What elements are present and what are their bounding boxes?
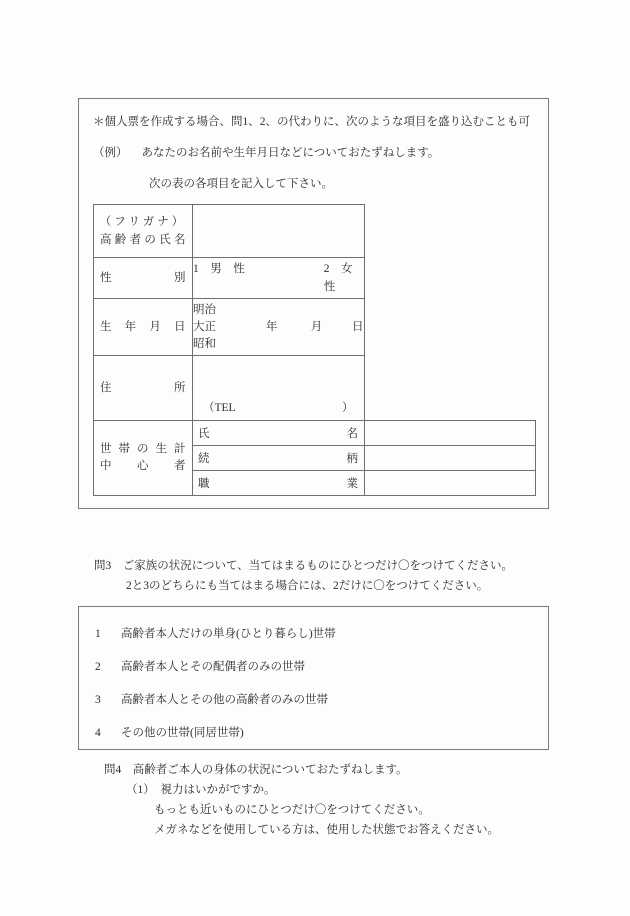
era-option-showa[interactable]: 昭和 xyxy=(193,337,216,350)
example-label: （例） xyxy=(93,147,128,159)
option-item-1[interactable] xyxy=(79,625,548,644)
question3-instruction-line1: 問3 ご家族の状況について、当てはまるものにひとつだけ〇をつけてください。 xyxy=(94,560,514,572)
name-label-cell xyxy=(94,205,193,258)
household-occupation-value[interactable] xyxy=(364,471,536,496)
birthdate-value-cell[interactable] xyxy=(193,299,365,356)
name-value-cell[interactable] xyxy=(193,205,365,258)
household-name-label xyxy=(193,421,365,446)
option-number-1: 1 xyxy=(95,628,101,640)
household-occupation-label-text: 職業 xyxy=(198,478,359,490)
household-head-label-cell xyxy=(94,421,193,496)
era-option-meiji[interactable]: 明治 xyxy=(193,303,216,316)
era-line-meiji xyxy=(193,302,364,319)
birthdate-label: 生年月日 xyxy=(100,321,186,333)
table-row-household-name xyxy=(94,421,536,446)
table-instruction: 次の表の各項目を記入して下さい。 xyxy=(149,178,333,190)
household-relation-value[interactable] xyxy=(364,446,536,471)
unit-month: 月 xyxy=(310,320,323,333)
sex-value-cell[interactable] xyxy=(193,258,365,299)
household-head-label-line2: 中心者 xyxy=(100,460,186,472)
household-relation-label-text: 続柄 xyxy=(198,453,359,465)
sex-options xyxy=(193,260,364,296)
telephone-close-paren: ） xyxy=(342,402,354,414)
name-label: 高齢者の氏名 xyxy=(100,234,186,246)
address-label-cell xyxy=(94,356,193,421)
question3-options-box xyxy=(78,606,549,750)
option-number-2: 2 xyxy=(95,661,101,673)
sex-label-cell xyxy=(94,258,193,299)
sex-label: 性別 xyxy=(100,272,186,284)
personal-record-panel xyxy=(78,98,549,509)
era-selector xyxy=(193,302,364,353)
option-text-4: その他の世帯(同居世帯) xyxy=(121,727,244,739)
table-row-birthdate xyxy=(94,299,536,356)
option-text-2: 高齢者本人とその配偶者のみの世帯 xyxy=(121,661,305,673)
question4-block xyxy=(78,760,558,840)
option-item-4[interactable] xyxy=(79,724,548,743)
panel-note-text: ＊個人票を作成する場合、問1、2、の代わりに、次のような項目を盛り込むことも可 xyxy=(93,116,530,128)
era-line-taisho xyxy=(193,319,364,336)
option-number-4: 4 xyxy=(95,727,101,739)
household-name-value[interactable] xyxy=(364,421,536,446)
table-row-sex xyxy=(94,258,536,299)
example-row xyxy=(93,144,534,163)
telephone-label: （TEL xyxy=(203,402,236,414)
era-line-showa xyxy=(193,336,364,353)
option-number-3: 3 xyxy=(95,694,101,706)
telephone-line xyxy=(203,399,354,415)
address-label: 住所 xyxy=(100,382,186,394)
question3-instructions xyxy=(78,556,558,596)
unit-year: 年 xyxy=(265,320,278,333)
option-text-3: 高齢者本人とその他の高齢者のみの世帯 xyxy=(121,694,328,706)
address-inner xyxy=(193,356,364,420)
question4-detail-line2: メガネなどを使用している方は、使用した状態でお答えください。 xyxy=(154,824,499,836)
question4-sub-item: （1） 視力はいかがですか。 xyxy=(126,784,276,796)
table-row-address xyxy=(94,356,536,421)
era-option-taisho[interactable]: 大正 xyxy=(193,320,216,333)
furigana-label: （フリガナ） xyxy=(99,216,187,228)
question4-heading: 問4 高齢者ご本人の身体の状況についておたずねします。 xyxy=(104,764,408,776)
question4-detail-line1: もっとも近いものにひとつだけ〇をつけてください。 xyxy=(154,804,430,816)
household-head-label-line1: 世帯の生計 xyxy=(100,443,186,455)
option-item-3[interactable] xyxy=(79,691,548,710)
unit-day: 日 xyxy=(352,320,364,333)
panel-spacer xyxy=(93,132,534,144)
elderly-person-form-table xyxy=(93,204,536,496)
sex-option-male[interactable]: 1 男 性 xyxy=(193,263,245,275)
household-relation-label xyxy=(193,446,365,471)
household-name-label-text: 氏名 xyxy=(198,428,359,440)
option-item-2[interactable] xyxy=(79,658,548,677)
question3-instruction-line2: 2と3のどちらにも当てはまる場合には、2だけに〇をつけてください。 xyxy=(126,580,489,592)
example-text: あなたのお名前や生年月日などについておたずねします。 xyxy=(141,147,440,159)
address-value-cell[interactable] xyxy=(193,356,365,421)
option-text-1: 高齢者本人だけの単身(ひとり暮らし)世帯 xyxy=(121,628,336,640)
sex-option-female[interactable]: 2 女 性 xyxy=(323,263,364,293)
household-occupation-label xyxy=(193,471,365,496)
table-row-name xyxy=(94,205,536,258)
birthdate-label-cell xyxy=(94,299,193,356)
